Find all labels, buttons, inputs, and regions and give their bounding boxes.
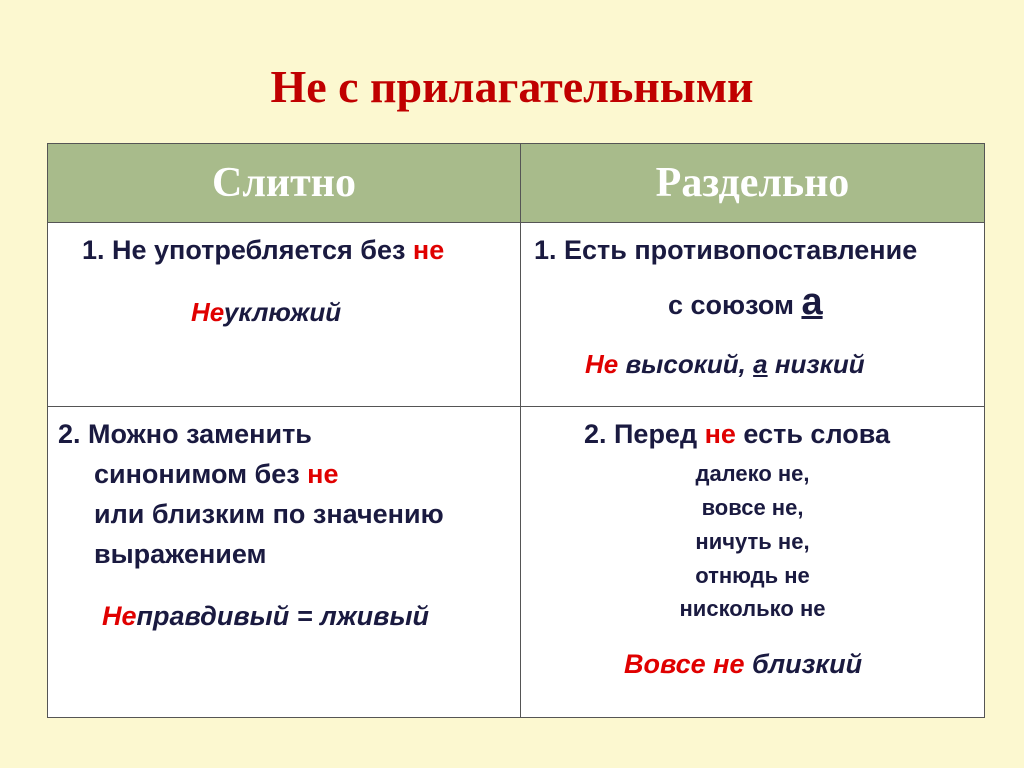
ne-highlight: Не <box>102 601 137 631</box>
rule-text: или близким по значению <box>94 499 444 529</box>
cell-row1-right <box>521 223 985 407</box>
page-title: Не с прилагательными <box>270 61 754 112</box>
rule-text: 1. Есть противопоставление <box>534 235 918 265</box>
ne-highlight: Не <box>585 349 619 379</box>
list-item: далеко не, <box>695 461 810 486</box>
ne-highlight: не <box>307 459 339 489</box>
rule-text: 2. Можно заменить <box>58 419 312 449</box>
header-right: Раздельно <box>521 144 985 223</box>
list-item: вовсе не, <box>701 495 804 520</box>
cell-row2-left <box>48 407 521 718</box>
example-text: Неправдивый = лживый <box>102 601 429 631</box>
table-row <box>48 223 985 407</box>
cell-row2-right <box>521 407 985 718</box>
rule-text: выражением <box>94 539 267 569</box>
list-item: нисколько не <box>679 596 826 621</box>
ne-highlight: не <box>704 419 736 449</box>
list-item: ничуть не, <box>695 529 810 554</box>
list-item: отнюдь не <box>695 563 810 588</box>
example-text: Вовсе не близкий <box>624 649 863 679</box>
ne-highlight: Вовсе не <box>624 649 745 679</box>
rule-text: 2. Перед не есть слова <box>584 419 890 449</box>
example-text: Не высокий, а низкий <box>585 349 865 379</box>
conjunction-a: а <box>801 281 823 323</box>
rule-text: синонимом без не <box>94 459 339 489</box>
ne-highlight: не <box>412 235 445 265</box>
cell-row1-left <box>48 223 521 407</box>
header-left: Слитно <box>48 144 521 223</box>
header-row <box>48 144 985 223</box>
rule-text: с союзом а <box>668 281 823 323</box>
rule-text: 1. Не употребляется без не <box>82 235 445 265</box>
example-text: Неуклюжий <box>191 297 342 327</box>
table-row <box>48 407 985 718</box>
ne-highlight: Не <box>191 297 224 327</box>
rules-table <box>47 143 985 718</box>
